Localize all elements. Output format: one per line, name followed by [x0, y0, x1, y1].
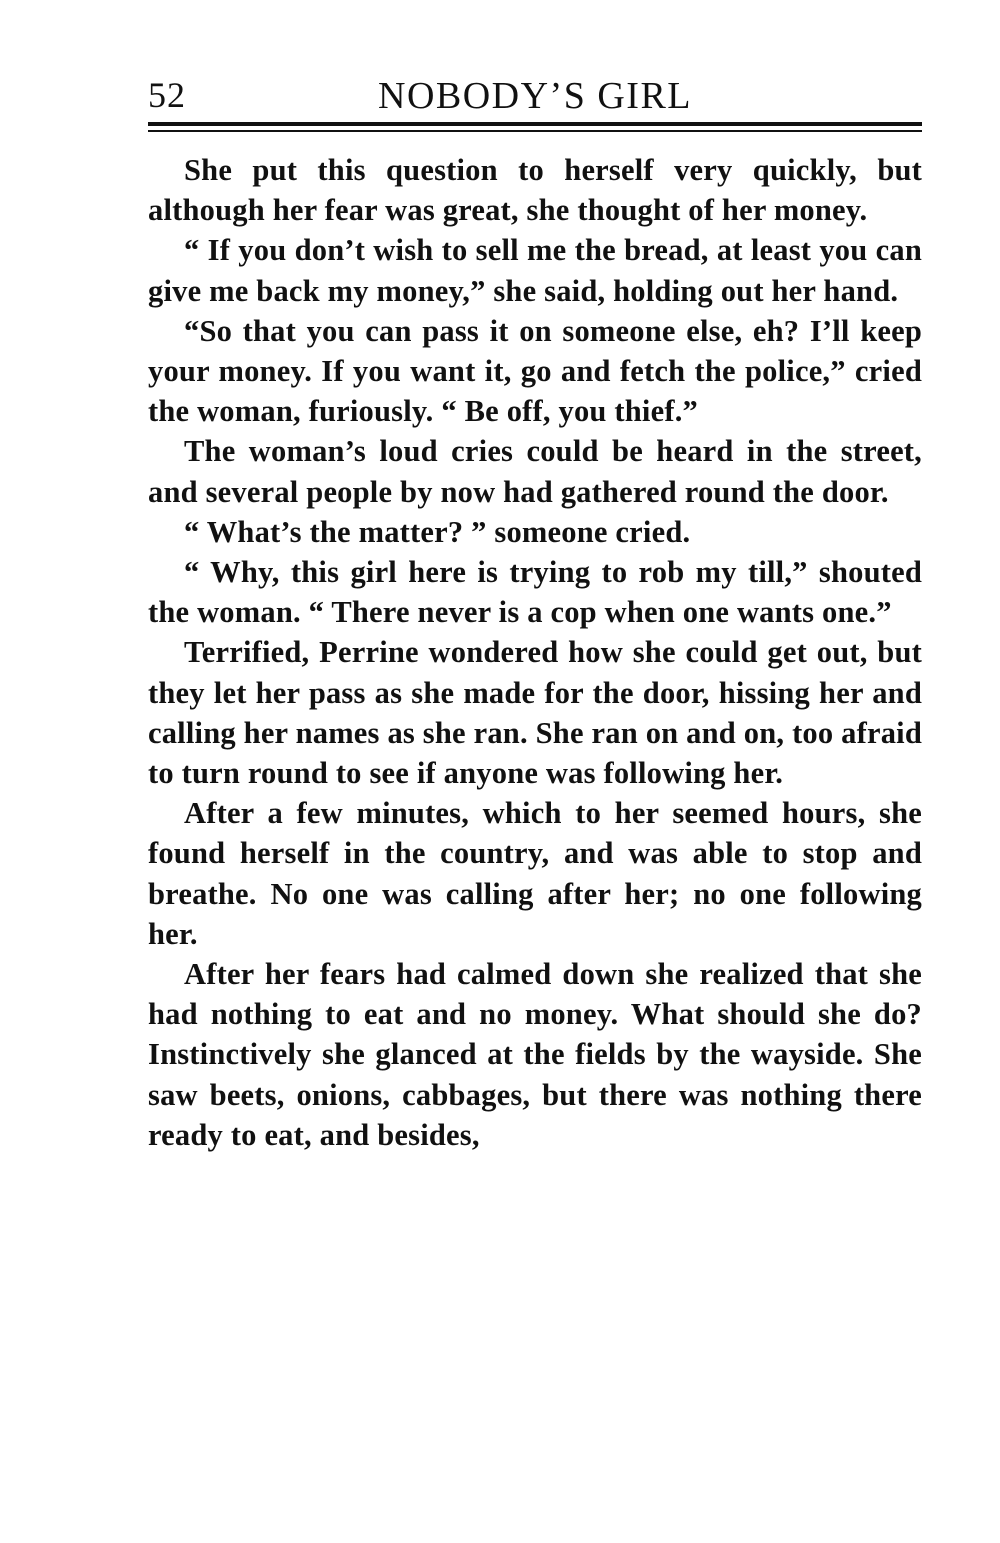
header-rule-thin	[148, 130, 922, 132]
paragraph: “ What’s the matter? ” someone cried.	[184, 514, 691, 549]
page-header	[148, 68, 922, 116]
page-number: 52	[148, 75, 186, 115]
paragraph: “So that you can pass it on someone else, eh? I’ll keep your money. If you want it, go and fetch the police,” cried the woman, furiously. “ Be off, you thief.”	[148, 313, 922, 429]
running-head: NOBODY’S GIRL	[378, 75, 692, 117]
paragraph: The woman’s loud cries could be heard in the street, and several people by now had gathered round the door.	[148, 434, 922, 509]
paragraph: “ Why, this girl here is trying to rob my till,” shouted the woman. “ There never is a cop when one wants one.”	[148, 555, 922, 630]
book-page	[148, 68, 922, 1152]
header-rule-thick	[148, 122, 922, 126]
body-text	[148, 150, 922, 1155]
paragraph: Terrified, Perrine wondered how she could get out, but they let her pass as she made for the door, hissing her and calling her names as she ran. She ran on and on, too afraid to turn round to see if anyone was following her.	[148, 635, 922, 791]
paragraph: She put this question to herself very quickly, but although her fear was great, she thought of her money.	[148, 153, 922, 228]
paragraph: After a few minutes, which to her seemed hours, she found herself in the country, and was able to stop and breathe. No one was calling after her; no one following her.	[148, 796, 922, 951]
paragraph: After her fears had calmed down she realized that she had nothing to eat and no money. What should she do? Instinctively she glanced at the fields by the wayside. She saw beets, onions, cabbages, but there was nothing there ready to eat, and besides,	[148, 957, 922, 1152]
paragraph: “ If you don’t wish to sell me the bread, at least you can give me back my money,” she said, holding out her hand.	[148, 233, 922, 308]
